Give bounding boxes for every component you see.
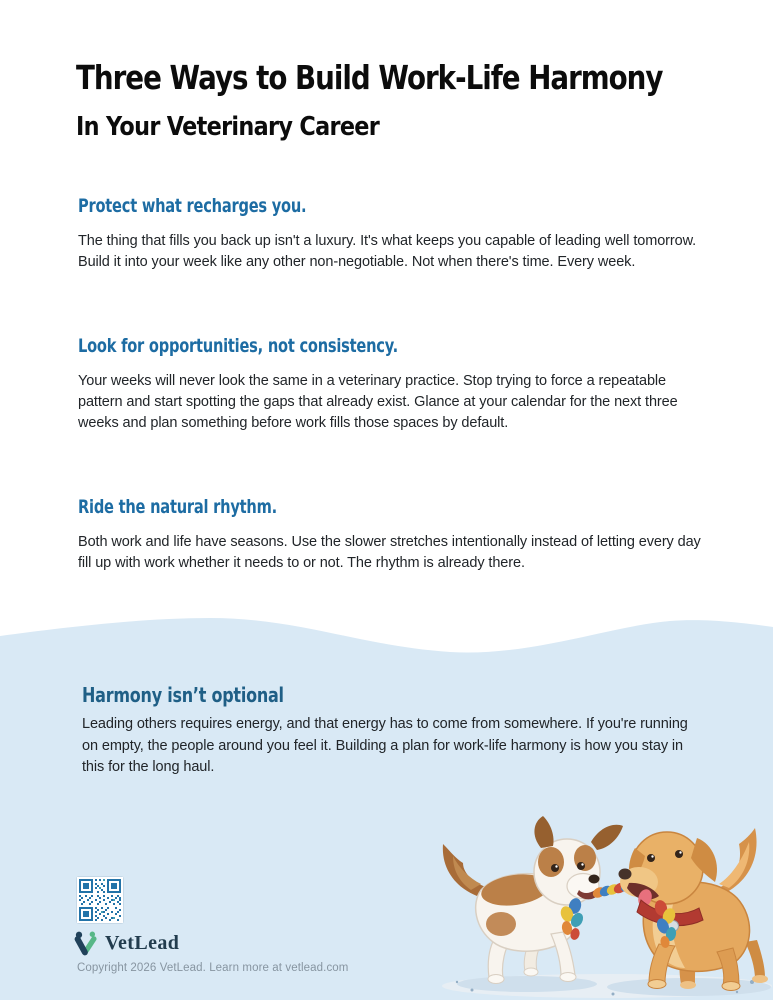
wave-divider bbox=[0, 598, 773, 668]
highlight-body: Leading others requires energy, and that energy has to come from somewhere. If you're running on empty, the people around you feel it. Building a plan for work-life harmony is how you stay in this for the long haul. bbox=[82, 716, 688, 775]
terrier-dog bbox=[443, 816, 623, 984]
section-body-opportunities: Your weeks will never look the same in a veterinary practice. Stop trying to force a repeatable pattern and start spotting the gaps that already exist. Glance at your calendar for the next three weeks and plan something before work fills those spaces by default. bbox=[78, 373, 678, 431]
page-title: Three Ways to Build Work-Life Harmony bbox=[76, 58, 663, 97]
section-heading-rhythm: Ride the natural rhythm. bbox=[78, 496, 277, 518]
dogs-illustration bbox=[417, 786, 773, 1000]
highlight-heading: Harmony isn’t optional bbox=[82, 683, 284, 707]
section-heading-protect: Protect what recharges you. bbox=[78, 195, 307, 217]
section-heading-opportunities: Look for opportunities, not consistency. bbox=[78, 335, 399, 357]
section-body-protect: The thing that fills you back up isn't a luxury. It's what keeps you capable of leading well tomorrow. Build it into your week like any other non-negotiable. Not when there's time. Every week. bbox=[78, 233, 697, 270]
vetlead-logo-mark-icon bbox=[72, 930, 100, 957]
qr-code bbox=[77, 877, 123, 923]
copyright-text: Copyright 2026 VetLead. Learn more at vetlead.com bbox=[77, 962, 349, 974]
page-subtitle: In Your Veterinary Career bbox=[76, 112, 380, 142]
logo-wordmark: VetLead bbox=[105, 932, 180, 954]
section-body-rhythm: Both work and life have seasons. Use the slower stretches intentionally instead of letting every day fill up with work whether it needs to or not. The rhythm is already there. bbox=[78, 534, 701, 571]
vetlead-logo bbox=[72, 930, 179, 957]
golden-retriever-dog bbox=[619, 828, 769, 991]
